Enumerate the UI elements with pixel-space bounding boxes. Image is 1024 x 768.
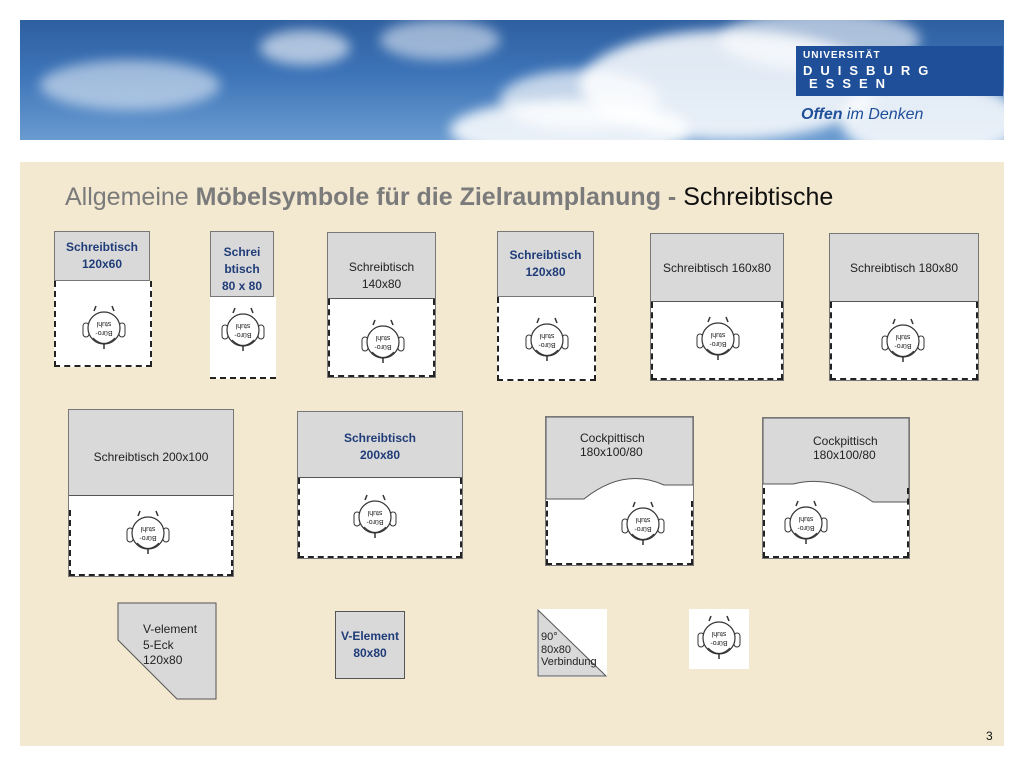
svg-text:Büro-: Büro-	[139, 534, 157, 541]
svg-text:stuhl: stuhl	[539, 332, 555, 339]
desk-label	[813, 434, 878, 463]
slogan-bold: Offen	[801, 106, 843, 123]
desk-surface	[69, 410, 233, 496]
svg-text:stuhl: stuhl	[711, 630, 727, 637]
desk-surface	[298, 412, 462, 478]
svg-text:Büro-: Büro-	[95, 329, 113, 336]
desk-label: Schreibtisch 120x80	[509, 248, 582, 279]
svg-text:stuhl: stuhl	[635, 516, 651, 523]
svg-text:stuhl: stuhl	[895, 333, 911, 340]
svg-text:stuhl: stuhl	[375, 334, 391, 341]
office-chair-icon	[620, 499, 666, 547]
title-part-1: Allgemeine	[65, 183, 196, 211]
desk-label: Schreibtisch 200x100	[93, 450, 209, 465]
svg-text:stuhl: stuhl	[367, 509, 383, 516]
desk-label-1: Schrei	[223, 245, 261, 259]
desk-80x80	[210, 231, 276, 379]
svg-text:Büro-: Büro-	[797, 524, 815, 531]
svg-text:Büro-: Büro-	[234, 331, 252, 338]
title-part-2: Möbelsymbole für die Zielraumplanung -	[195, 183, 684, 211]
desk-label	[580, 431, 645, 460]
desk-label-2: 180x100/80	[580, 445, 643, 460]
desk-surface	[210, 231, 274, 297]
standalone-chair	[689, 609, 749, 669]
office-chair-icon	[695, 314, 741, 362]
desk-surface	[497, 231, 594, 297]
desk-140x80	[327, 232, 436, 378]
v-element-label-2: 5-Eck	[143, 637, 174, 652]
desk-120x60	[54, 231, 152, 367]
office-chair-icon	[360, 317, 406, 365]
connector-label-1: 90°	[541, 631, 558, 643]
logo-line-3: ESSEN	[809, 76, 894, 91]
logo-line-2: DUISBURG	[803, 63, 937, 78]
logo-line-1: UNIVERSITÄT	[803, 50, 881, 61]
connector-label-3: Verbindung	[541, 656, 597, 669]
university-logo	[796, 46, 1003, 96]
svg-text:stuhl: stuhl	[140, 525, 156, 532]
svg-text:stuhl: stuhl	[798, 515, 814, 522]
v-element-label-2: 80x80	[353, 646, 387, 660]
connector-90	[537, 609, 607, 677]
desk-label: Schreibtisch 180x80	[849, 261, 959, 275]
office-chair-icon	[81, 303, 127, 351]
slogan-rest: im Denken	[842, 106, 924, 123]
svg-text:stuhl: stuhl	[96, 320, 112, 327]
office-chair-icon	[220, 305, 266, 353]
desk-label: Schreibtisch 200x80	[343, 431, 417, 462]
svg-text:Büro-: Büro-	[374, 343, 392, 350]
svg-text:Büro-: Büro-	[634, 525, 652, 532]
svg-text:Büro-: Büro-	[366, 518, 384, 525]
desk-label: Schreibtisch 140x80	[348, 260, 415, 291]
v-element-label-3: 120x80	[143, 653, 183, 668]
desk-label-1: Cockpittisch	[580, 431, 645, 445]
desk-surface	[328, 233, 435, 299]
svg-text:Büro-: Büro-	[894, 342, 912, 349]
desk-200x100	[68, 409, 234, 577]
svg-text:Büro-: Büro-	[709, 340, 727, 347]
cockpit-desk-2	[762, 417, 910, 559]
desk-label-2: 180x100/80	[813, 448, 876, 463]
office-chair-icon	[696, 613, 742, 661]
v-element-80x80	[335, 611, 405, 679]
cockpit-desk-1	[545, 416, 694, 566]
desk-label-2: btisch	[224, 261, 260, 276]
desk-200x80	[297, 411, 463, 559]
desk-label: Schreibtisch 120x60	[65, 240, 139, 271]
desk-surface	[54, 231, 150, 281]
desk-160x80	[650, 233, 784, 381]
svg-text:stuhl: stuhl	[710, 331, 726, 338]
desk-180x80	[829, 233, 979, 381]
svg-text:stuhl: stuhl	[235, 322, 251, 329]
v-element-label-1: V-Element	[340, 629, 400, 644]
office-chair-icon	[524, 315, 570, 363]
v-element-label	[143, 622, 197, 669]
slogan	[801, 106, 923, 124]
svg-text:Büro-: Büro-	[710, 639, 728, 646]
office-chair-icon	[880, 316, 926, 364]
slide-title	[65, 183, 833, 212]
desk-label: Schreibtisch 160x80	[662, 261, 772, 275]
office-chair-icon	[352, 492, 398, 540]
connector-label	[541, 631, 597, 669]
svg-text:Büro-: Büro-	[538, 341, 556, 348]
title-part-3: Schreibtische	[683, 183, 834, 211]
desk-label-1: Cockpittisch	[813, 434, 878, 448]
desk-surface	[830, 234, 978, 302]
desk-surface	[651, 234, 783, 302]
office-chair-icon	[783, 498, 829, 546]
desk-label-3: 80 x 80	[221, 278, 263, 293]
office-chair-icon	[125, 508, 171, 556]
v-element-5eck	[117, 602, 217, 700]
v-element-label-1: V-element	[143, 622, 198, 636]
page-number: 3	[986, 729, 993, 743]
connector-label-2: 80x80	[541, 643, 571, 656]
desk-120x80	[497, 231, 596, 381]
